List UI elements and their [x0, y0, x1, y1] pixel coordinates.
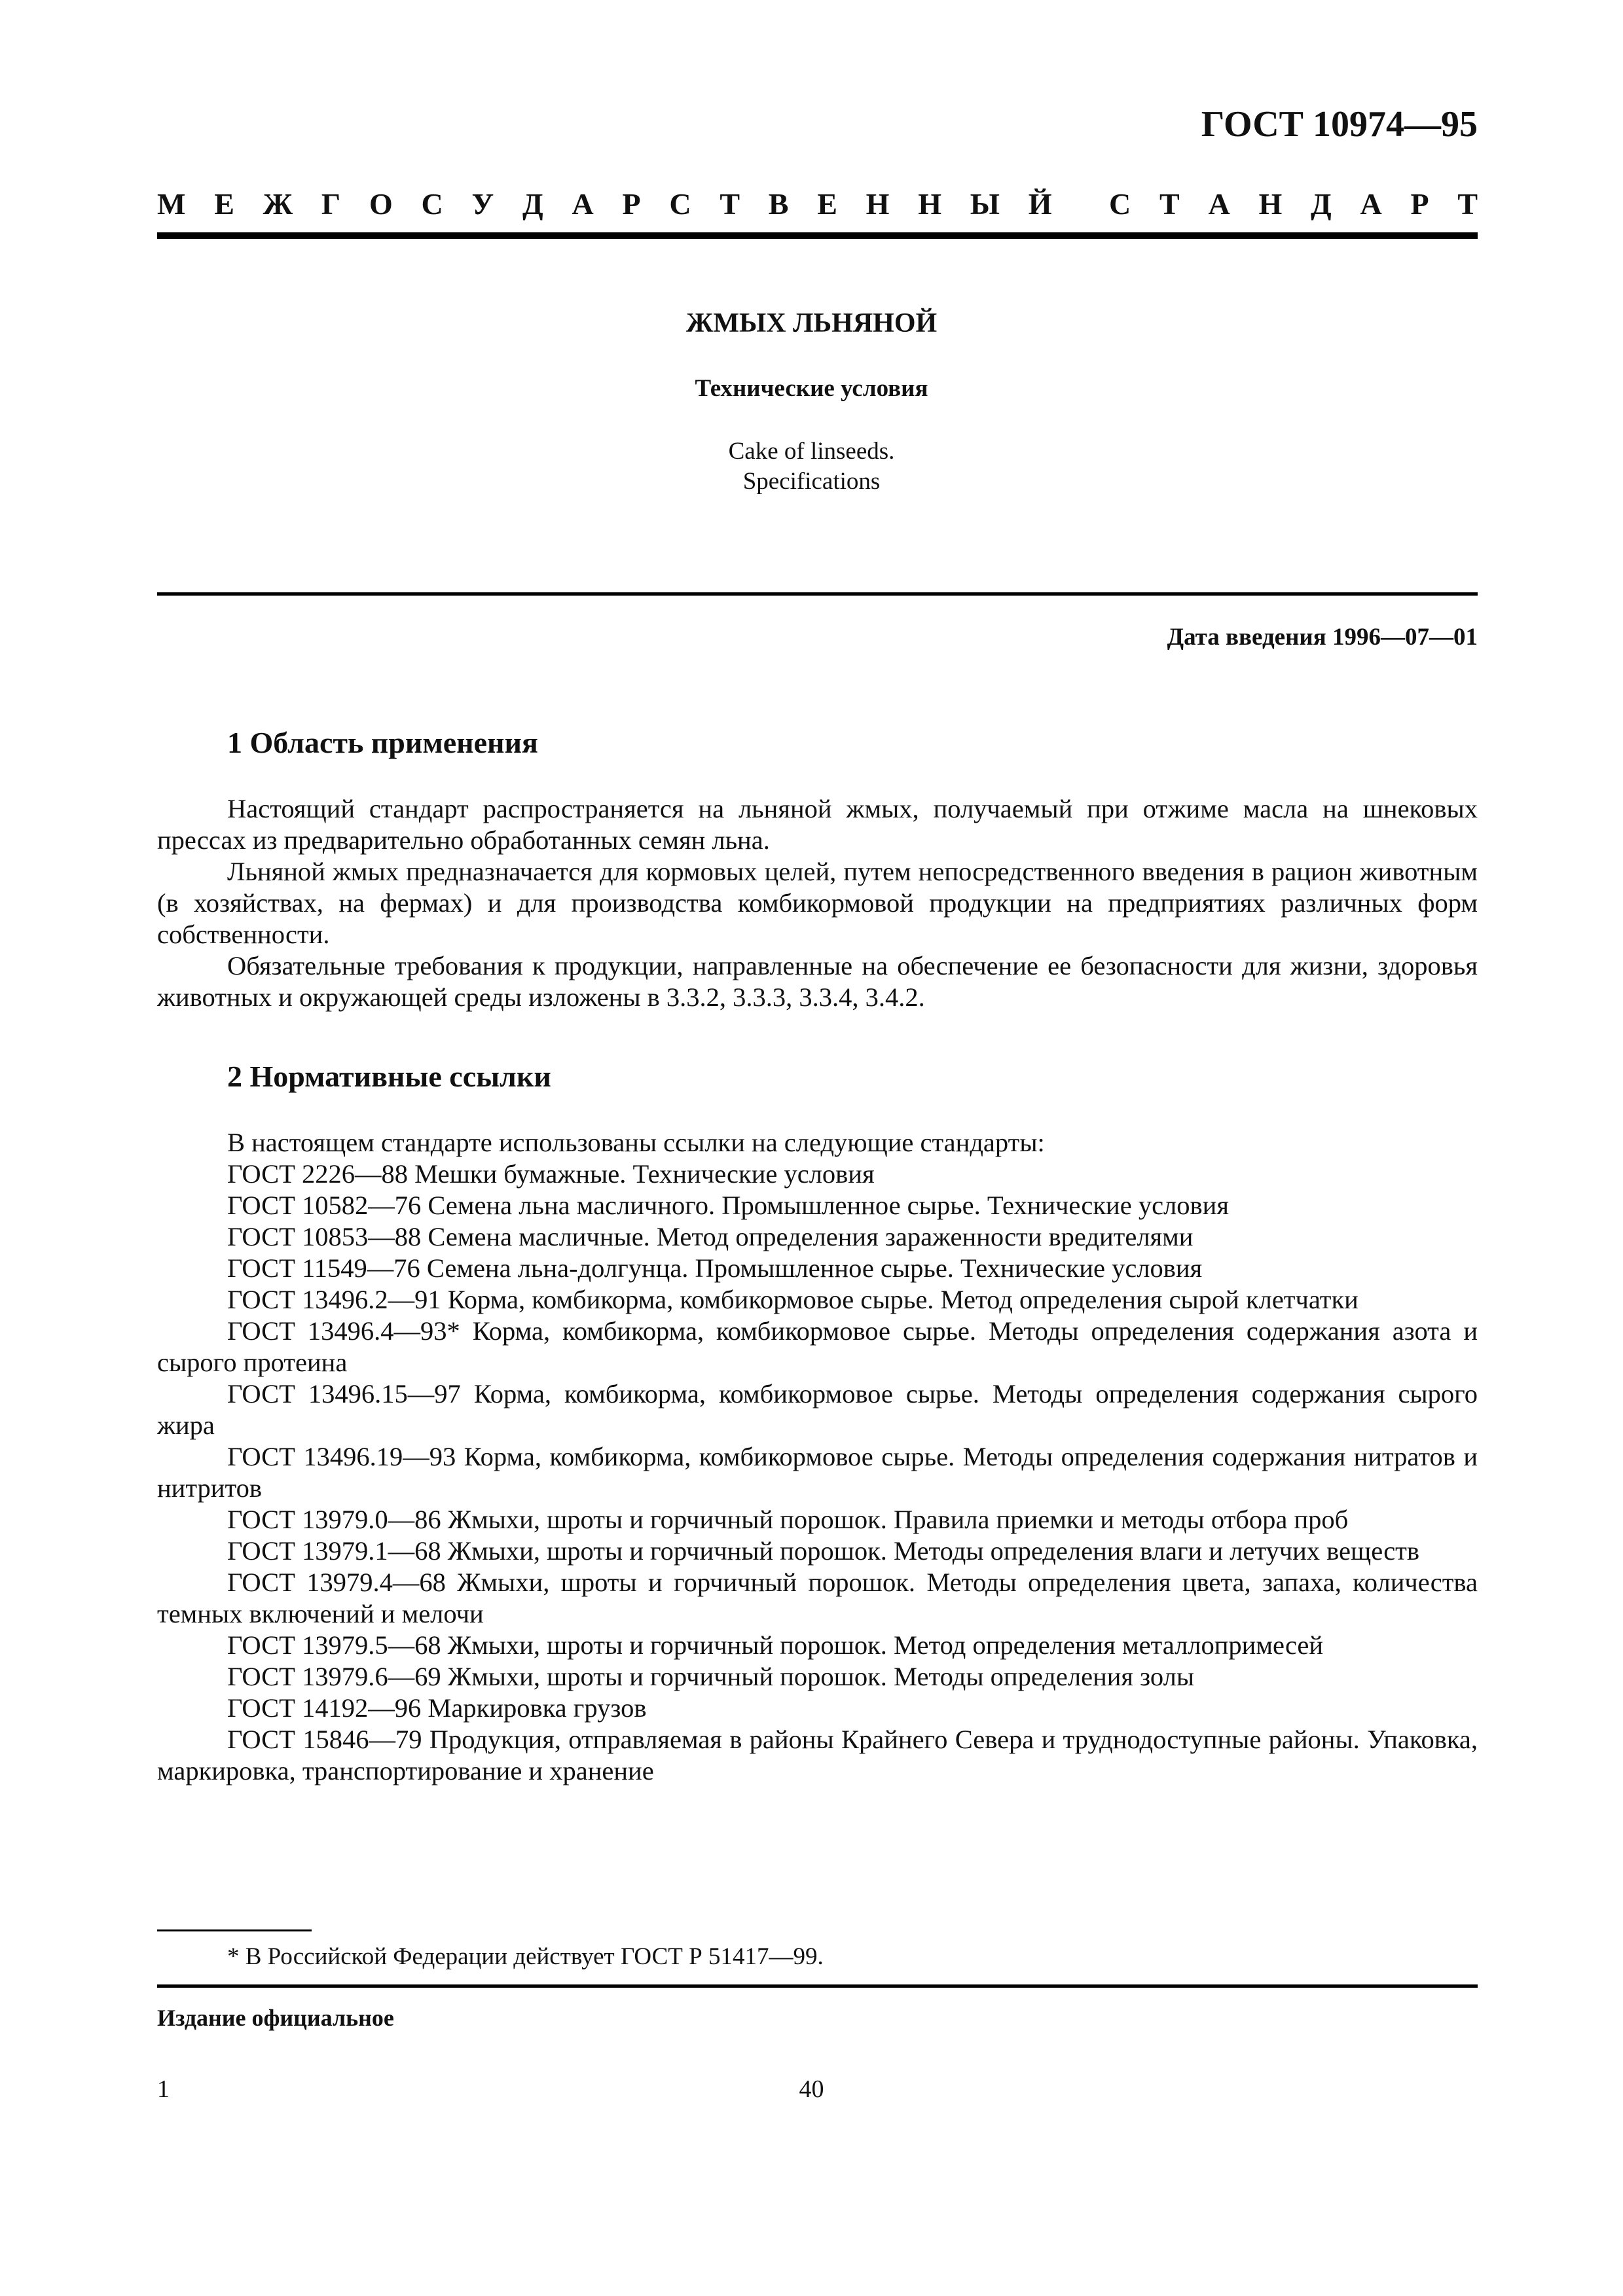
banner-letter: С [1109, 187, 1131, 221]
document-subtitle: Технические условия [695, 375, 928, 402]
reference-item: ГОСТ 13496.2—91 Корма, комбикорма, комбикормовое сырье. Метод определения сырой клетчатки [227, 1285, 1359, 1314]
banner-letter: Д [1311, 187, 1332, 221]
english-title-line: Specifications [742, 468, 881, 495]
banner-letter: Й [1028, 187, 1052, 221]
footnote: * В Российской Федерации действует ГОСТ Р 51417—99. [227, 1943, 824, 1970]
section-body-references [157, 1127, 1478, 1787]
reference-item: ГОСТ 14192—96 Маркировка грузов [227, 1693, 647, 1723]
banner-letter: Д [522, 187, 543, 221]
reference-item: ГОСТ 10853—88 Семена масличные. Метод определения зараженности вредителями [227, 1222, 1194, 1251]
english-title [0, 437, 1623, 497]
banner-letter: Р [622, 187, 641, 221]
interstate-standard-banner [157, 187, 1478, 221]
reference-item: ГОСТ 10582—76 Семена льна масличного. Промышленное сырье. Технические условия [227, 1191, 1229, 1220]
reference-item: ГОСТ 13979.0—86 Жмыхи, шроты и горчичный порошок. Правила приемки и методы отбора проб [227, 1505, 1349, 1534]
reference-item: ГОСТ 13979.4—68 Жмыхи, шроты и горчичный порошок. Методы определения цвета, запаха, количества темных включений и мелочи [157, 1568, 1478, 1628]
banner-letter: Г [321, 187, 341, 221]
banner-letter: А [1208, 187, 1230, 221]
banner-letter: Е [817, 187, 837, 221]
banner-letter: Н [918, 187, 941, 221]
section-heading-scope: 1 Область применения [227, 726, 538, 759]
reference-item: ГОСТ 13979.5—68 Жмыхи, шроты и горчичный порошок. Метод определения металлопримесей [227, 1630, 1324, 1660]
english-title-line: Cake of linseeds. [728, 438, 895, 465]
banner-letter: Т [720, 187, 740, 221]
banner-letter: Н [1258, 187, 1283, 221]
official-edition-label: Издание официальное [157, 2005, 394, 2031]
paragraph: В настоящем стандарте использованы ссылки на следующие стандарты: [227, 1128, 1045, 1157]
banner-letter: В [768, 187, 789, 221]
banner-letter: Н [866, 187, 890, 221]
reference-item: ГОСТ 11549—76 Семена льна-долгунца. Промышленное сырье. Технические условия [227, 1253, 1203, 1283]
footer-divider [157, 1984, 1478, 1988]
reference-item: ГОСТ 13979.6—69 Жмыхи, шроты и горчичный порошок. Методы определения золы [227, 1662, 1195, 1691]
banner-letter: Р [1410, 187, 1429, 221]
banner-letter: О [369, 187, 393, 221]
paragraph: Льняной жмых предназначается для кормовых целей, путем непосредственного введения в рацион животным (в хозяйствах, на фермах) и для производства комбикормовой продукции на предприятиях различных форм собственности. [157, 857, 1478, 949]
banner-letter: М [157, 187, 186, 221]
header-divider [157, 232, 1478, 239]
document-title: ЖМЫХ ЛЬНЯНОЙ [685, 308, 938, 338]
banner-letter: Т [1457, 187, 1478, 221]
section-heading-references: 2 Нормативные ссылки [227, 1060, 551, 1093]
reference-item: ГОСТ 13496.4—93* Корма, комбикорма, комбикормовое сырье. Методы определения содержания азота и сырого протеина [157, 1316, 1478, 1377]
title-divider [157, 592, 1478, 596]
gost-code: ГОСТ 10974—95 [1201, 104, 1478, 145]
reference-item: ГОСТ 15846—79 Продукция, отправляемая в районы Крайнего Севера и труднодоступные районы. Упаковка, маркировка, транспортирование и хранение [157, 1725, 1478, 1785]
banner-letter: А [572, 187, 594, 221]
reference-item: ГОСТ 13979.1—68 Жмыхи, шроты и горчичный порошок. Методы определения влаги и летучих веществ [227, 1536, 1419, 1566]
banner-letter: Е [214, 187, 234, 221]
banner-letter: А [1360, 187, 1382, 221]
banner-letter: Ы [970, 187, 1000, 221]
banner-letter: С [421, 187, 443, 221]
sheet-number: 1 [157, 2075, 170, 2103]
paragraph: Обязательные требования к продукции, направленные на обеспечение ее безопасности для жизни, здоровья животных и окружающей среды изложены в 3.3.2, 3.3.3, 3.3.4, 3.4.2. [157, 951, 1478, 1012]
banner-letter: Ж [263, 187, 293, 221]
page-number: 40 [799, 2075, 824, 2103]
reference-item: ГОСТ 2226—88 Мешки бумажные. Технические условия [227, 1159, 875, 1189]
banner-letter: У [471, 187, 494, 221]
introduction-date: Дата введения 1996—07—01 [1167, 624, 1478, 651]
section-body-scope [157, 793, 1478, 1013]
paragraph: Настоящий стандарт распространяется на льняной жмых, получаемый при отжиме масла на шнековых прессах из предварительно обработанных семян льна. [157, 794, 1478, 855]
reference-item: ГОСТ 13496.19—93 Корма, комбикорма, комбикормовое сырье. Методы определения содержания нитратов и нитритов [157, 1442, 1478, 1503]
reference-item: ГОСТ 13496.15—97 Корма, комбикорма, комбикормовое сырье. Методы определения содержания сырого жира [157, 1379, 1478, 1440]
banner-letter: С [669, 187, 691, 221]
footnote-divider [157, 1929, 312, 1931]
banner-letter: Т [1159, 187, 1180, 221]
